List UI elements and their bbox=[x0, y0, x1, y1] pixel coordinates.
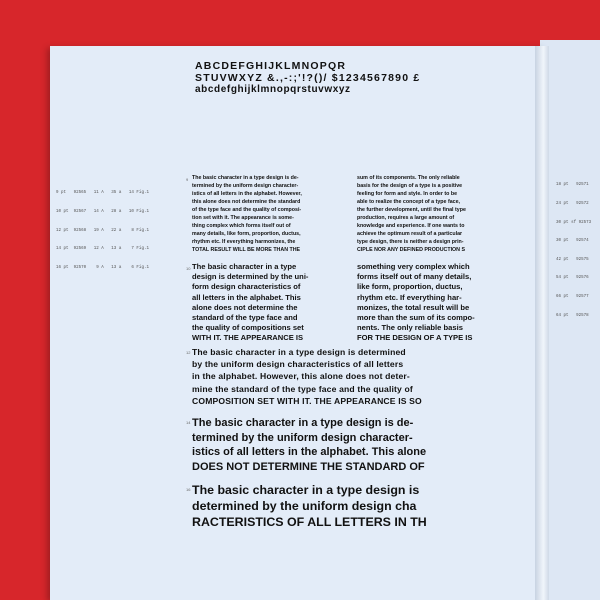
uppercase-row-2: STUVWXYZ &.,-:;'!?()/ $1234567890 £ bbox=[195, 72, 421, 84]
sample-9pt-column-1 bbox=[192, 174, 302, 254]
sample-line: The basic character in a type design is bbox=[192, 483, 420, 497]
spec-row: 16 pt 92570 9 A 13 a 6 Fig.1 bbox=[56, 265, 149, 270]
sample-line: FOR THE DESIGN OF A TYPE IS bbox=[357, 333, 473, 343]
spec-row: 54 pt 92576 bbox=[556, 276, 589, 281]
sample-line: sum of its components. The only reliable bbox=[357, 175, 460, 181]
sample-line: this alone does not determine the standard bbox=[192, 199, 301, 205]
spec-row: 24 pt 92572 bbox=[556, 202, 589, 207]
sample-line: CIPLE NOR ANY DEFINED PRODUCTION S bbox=[357, 247, 466, 253]
sample-line: The basic character in a type bbox=[192, 262, 297, 271]
sample-line: the further development, until the final type bbox=[357, 207, 466, 213]
spec-row: 64 pt 92578 bbox=[556, 313, 589, 318]
sample-line: design is determined by the uni- bbox=[192, 272, 309, 282]
sample-10pt-column-2 bbox=[357, 262, 475, 344]
sample-line: tion set with it. The appearance is some- bbox=[192, 215, 294, 221]
sample-line: production, requires a large amount of bbox=[357, 215, 455, 221]
spec-row: 14 pt 92569 12 A 13 a 7 Fig.1 bbox=[56, 247, 149, 252]
sample-line: termined by the uniform design character- bbox=[192, 431, 413, 444]
sample-line: termined by the uniform design character- bbox=[192, 183, 299, 189]
sample-14pt bbox=[192, 416, 426, 474]
sample-line: istics of all letters in the alphabet. However, bbox=[192, 191, 302, 197]
sample-line: rhythm etc. If everything harmonizes, the bbox=[192, 239, 296, 245]
spec-row: 12 pt 92568 19 A 22 a 8 Fig.1 bbox=[56, 228, 149, 233]
sample-line: thing complex which forms itself out of bbox=[192, 223, 291, 229]
sample-line: WITH IT. THE APPEARANCE IS bbox=[192, 333, 304, 343]
sample-line: in the alphabet. However, this alone does not deter- bbox=[192, 371, 410, 382]
sample-line: determined by the uniform design cha bbox=[192, 499, 417, 513]
spec-row: 30 pt 92574 bbox=[556, 239, 589, 244]
spec-row: 42 pt 92575 bbox=[556, 257, 589, 262]
sample-line: The basic character in a type design is de- bbox=[192, 175, 299, 181]
sample-line: by the uniform design characteristics of all letters bbox=[192, 359, 404, 370]
sample-line: mine the standard of the type face and the quality of bbox=[192, 383, 413, 394]
character-set bbox=[195, 60, 420, 96]
spec-row: 10 pt 92567 14 A 28 a 10 Fig.1 bbox=[56, 210, 149, 215]
spec-table-right bbox=[556, 170, 591, 325]
size-number-16: 16 bbox=[186, 487, 191, 492]
size-number-14: 14 bbox=[186, 420, 191, 425]
sample-line: The basic character in a type design is determined bbox=[192, 347, 406, 357]
sample-line: The basic character in a type design is de- bbox=[192, 417, 414, 429]
sample-line: form design characteristics of bbox=[192, 282, 301, 292]
sample-line: forms itself out of many details, bbox=[357, 272, 472, 282]
uppercase-row-1: ABCDEFGHIJKLMNOPQR bbox=[195, 60, 347, 72]
sample-line: many details, like form, proportion, ductus, bbox=[192, 231, 301, 237]
spec-table-left bbox=[56, 178, 149, 277]
sample-line: alone does not determine the bbox=[192, 302, 298, 312]
sample-line: knowledge and experience. If one wants to bbox=[357, 223, 465, 229]
sample-line: feeling for form and style. In order to be bbox=[357, 191, 458, 197]
size-number-10: 10 bbox=[186, 266, 191, 271]
sample-line: rhythm etc. If everything har- bbox=[357, 292, 462, 302]
spec-row: 30 pt sf 92573 bbox=[556, 220, 592, 225]
sample-line: the quality of compositions set bbox=[192, 323, 304, 333]
sample-line: monizes, the total result will be bbox=[357, 302, 470, 312]
sample-line: more than the sum of its compo- bbox=[357, 313, 475, 323]
sample-line: able to realize the concept of a type face, bbox=[357, 199, 461, 205]
sample-line: achieve the optimum result of a particular bbox=[357, 231, 463, 237]
book-gutter bbox=[535, 46, 549, 600]
sample-9pt-column-2 bbox=[357, 174, 466, 254]
sample-line: like form, proportion, ductus, bbox=[357, 282, 463, 292]
size-number-9: 9 bbox=[186, 177, 189, 182]
sample-line: TOTAL RESULT WILL BE MORE THAN THE bbox=[192, 247, 301, 253]
sample-line: DOES NOT DETERMINE THE STANDARD OF bbox=[192, 460, 425, 473]
sample-12pt bbox=[192, 346, 422, 407]
size-number-12: 12 bbox=[186, 350, 191, 355]
sample-line: nents. The only reliable basis bbox=[357, 323, 463, 333]
lowercase-row: abcdefghijklmnopqrstuvwxyz bbox=[195, 84, 351, 95]
sample-line: istics of all letters in the alphabet. This alone bbox=[192, 446, 427, 458]
spec-row: 9 pt 92565 11 A 35 a 14 Fig.1 bbox=[56, 191, 149, 196]
spec-row: 66 pt 92577 bbox=[556, 295, 589, 300]
sample-line: all letters in the alphabet. This bbox=[192, 292, 301, 302]
sample-line: basis for the design of a type is a positive bbox=[357, 183, 463, 189]
sample-16pt bbox=[192, 482, 427, 530]
sample-line: something very complex which bbox=[357, 262, 470, 271]
sample-line: COMPOSITION SET WITH IT. THE APPEARANCE IS SO bbox=[192, 395, 422, 406]
spec-row: 18 pt 92571 bbox=[556, 183, 589, 188]
sample-10pt-column-1 bbox=[192, 262, 308, 344]
sample-line: standard of the type face and bbox=[192, 313, 298, 323]
sample-line: type design, there is neither a design prin- bbox=[357, 239, 464, 245]
sample-line: RACTERISTICS OF ALL LETTERS IN TH bbox=[192, 515, 427, 529]
sample-line: of the type face and the quality of composi- bbox=[192, 207, 302, 213]
